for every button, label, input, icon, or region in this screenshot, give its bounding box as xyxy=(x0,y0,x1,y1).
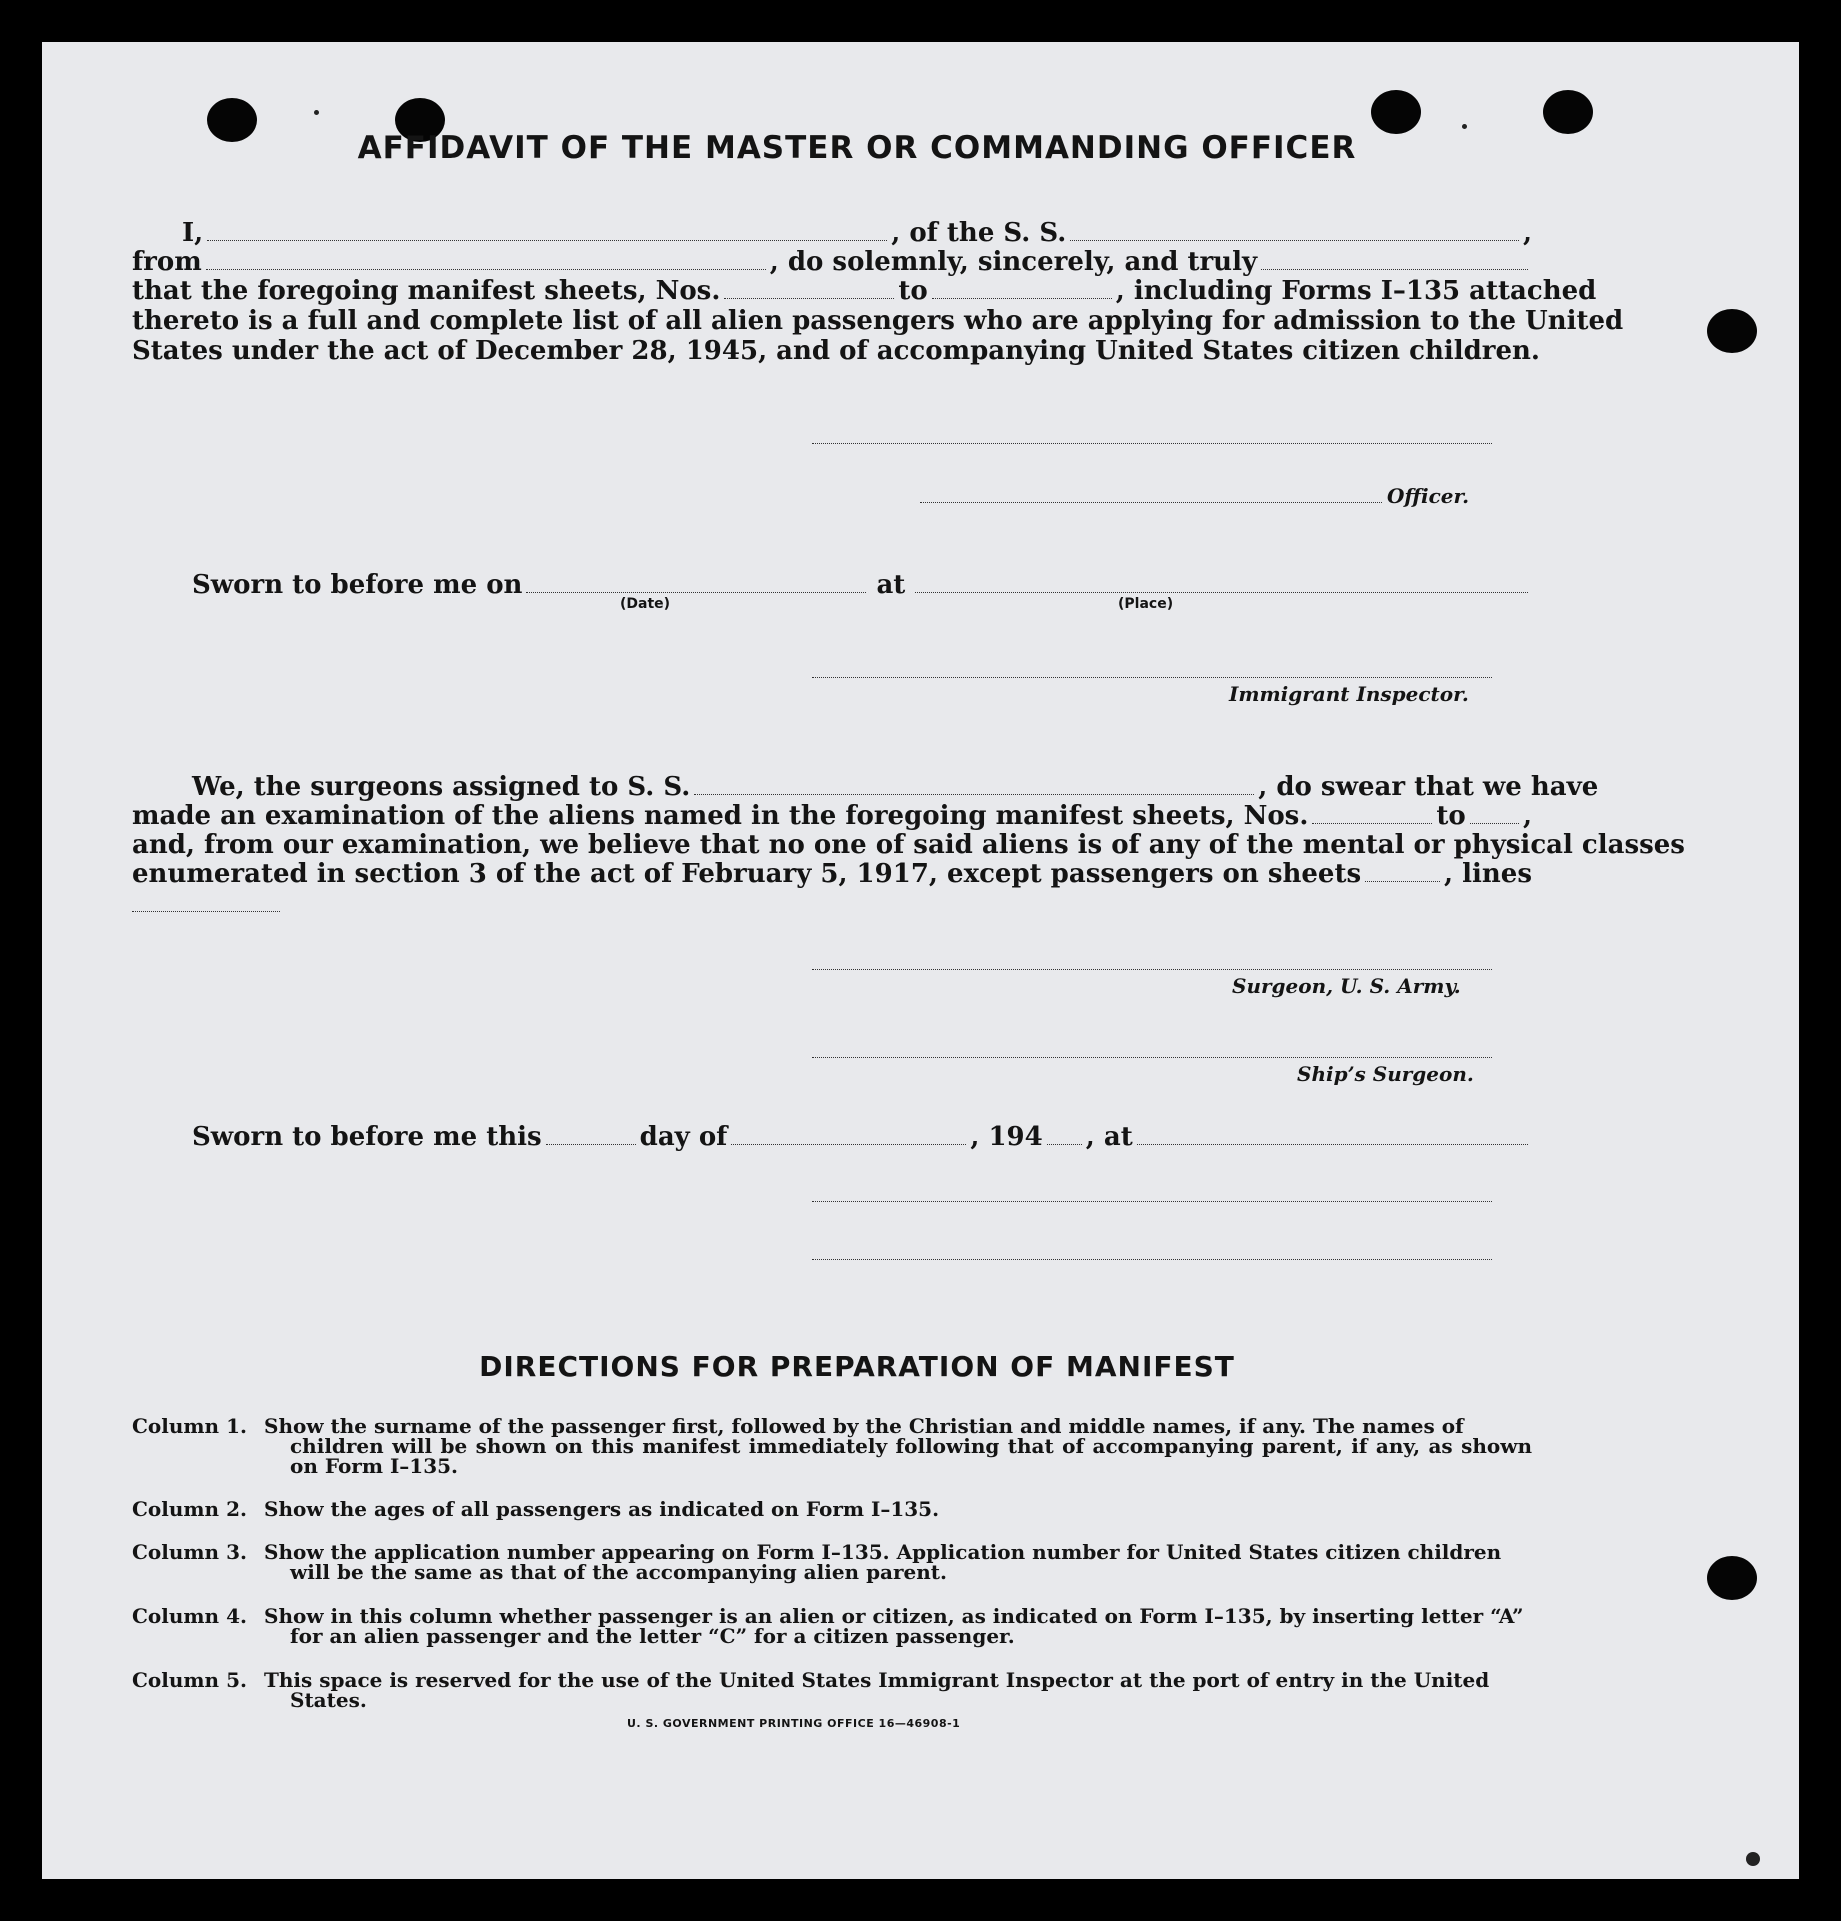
surgeon-sheet-to-field[interactable] xyxy=(1470,822,1519,824)
column-label: Column 2. xyxy=(132,1497,247,1521)
column-text: Show in this column whether passenger is an alien or citizen, as indicated on Form I–135, by inserting letter “A” xyxy=(264,1604,1524,1628)
punch-hole xyxy=(1543,90,1593,134)
sheet-from-field[interactable] xyxy=(724,297,894,299)
affidavit-line-4 xyxy=(132,306,1624,336)
text: , including Forms I–135 attached xyxy=(1115,276,1597,306)
column-text-cont: States. xyxy=(290,1688,367,1712)
surgeon-sheet-from-field[interactable] xyxy=(1312,822,1432,824)
text: , lines xyxy=(1444,859,1532,889)
punch-hole xyxy=(1707,309,1757,353)
punch-hole xyxy=(1371,90,1421,134)
surgeon-ship-field[interactable] xyxy=(694,793,1254,795)
ship-surgeon-signature-line[interactable] xyxy=(812,1056,1492,1058)
ship-name-field[interactable] xyxy=(1070,239,1519,241)
month-field[interactable] xyxy=(731,1143,966,1145)
surgeons-line-2 xyxy=(132,801,1532,831)
sworn-place-field[interactable] xyxy=(915,591,1528,593)
year-field[interactable] xyxy=(1047,1143,1082,1145)
lines-field[interactable] xyxy=(132,910,280,912)
ship-surgeon-caption: Ship’s Surgeon. xyxy=(1297,1062,1474,1086)
text: at xyxy=(876,570,906,600)
text: to xyxy=(898,276,928,306)
speck xyxy=(314,110,319,115)
name-field[interactable] xyxy=(207,239,887,241)
text: I, xyxy=(182,218,204,248)
form-page xyxy=(42,42,1799,1879)
speck xyxy=(1462,124,1467,129)
day-field[interactable] xyxy=(546,1143,636,1145)
place-caption: (Place) xyxy=(1118,596,1174,612)
text: to xyxy=(1436,801,1466,831)
army-surgeon-caption: Surgeon, U. S. Army. xyxy=(1232,974,1461,998)
signature-line[interactable] xyxy=(812,1200,1492,1202)
directions-title: DIRECTIONS FOR PREPARATION OF MANIFEST xyxy=(479,1350,1235,1383)
sworn-date-field[interactable] xyxy=(526,591,866,593)
affidavit-line-3 xyxy=(132,276,1597,306)
affidavit-line-1 xyxy=(132,218,1532,248)
text: States under the act of December 28, 1945, and of accompanying United States citizen children. xyxy=(132,336,1540,366)
sworn2-place-field[interactable] xyxy=(1137,1143,1528,1145)
officer-signature-line[interactable] xyxy=(920,501,1382,503)
text: , do swear that we have xyxy=(1258,772,1599,802)
text: , 194 xyxy=(970,1122,1043,1152)
surgeons-line-4 xyxy=(132,859,1532,889)
text: , at xyxy=(1085,1122,1133,1152)
printing-office-footer: U. S. GOVERNMENT PRINTING OFFICE 16—46908-1 xyxy=(627,1717,961,1730)
column-text-cont: for an alien passenger and the letter “C” for a citizen passenger. xyxy=(290,1624,1015,1648)
inspector-caption: Immigrant Inspector. xyxy=(1229,682,1469,706)
column-text-cont: children will be shown on this manifest immediately following that of accompanying parent, if any, as shown on Form I–135. xyxy=(290,1434,1532,1478)
text: day of xyxy=(639,1122,728,1152)
text: We, the surgeons assigned to S. S. xyxy=(192,772,691,802)
sworn-line-1 xyxy=(132,570,1532,600)
text: , xyxy=(1522,801,1532,831)
column-text: Show the ages of all passengers as indicated on Form I–135. xyxy=(264,1497,940,1521)
text: made an examination of the aliens named in the foregoing manifest sheets, Nos. xyxy=(132,801,1309,831)
page-title: AFFIDAVIT OF THE MASTER OR COMMANDING OFFICER xyxy=(357,130,1357,166)
sheet-to-field[interactable] xyxy=(932,297,1112,299)
inspector-signature-line[interactable] xyxy=(812,676,1492,678)
column-text: This space is reserved for the use of the United States Immigrant Inspector at the port of entry in the United xyxy=(264,1668,1490,1692)
text: enumerated in section 3 of the act of February 5, 1917, except passengers on sheets xyxy=(132,859,1362,889)
column-text-cont: will be the same as that of the accompanying alien parent. xyxy=(290,1560,948,1584)
text: and, from our examination, we believe that no one of said aliens is of any of the mental or physical classes xyxy=(132,830,1685,860)
text: , of the S. S. xyxy=(891,218,1067,248)
signature-line[interactable] xyxy=(812,1258,1492,1260)
army-surgeon-signature-line[interactable] xyxy=(812,968,1492,970)
column-label: Column 1. xyxy=(132,1414,247,1438)
date-caption: (Date) xyxy=(620,596,671,612)
origin-port-field[interactable] xyxy=(206,268,766,270)
text: that the foregoing manifest sheets, Nos. xyxy=(132,276,721,306)
affidavit-line-2 xyxy=(132,247,1532,277)
surgeons-line-3 xyxy=(132,830,1685,860)
except-sheets-field[interactable] xyxy=(1365,880,1440,882)
signature-line[interactable] xyxy=(812,442,1492,444)
text: Sworn to before me on xyxy=(192,570,523,600)
officer-caption: Officer. xyxy=(1387,484,1470,508)
column-label: Column 5. xyxy=(132,1668,247,1692)
column-label: Column 4. xyxy=(132,1604,247,1628)
column-text: Show the surname of the passenger first, followed by the Christian and middle names, if any. The names of xyxy=(264,1414,1464,1438)
column-label: Column 3. xyxy=(132,1540,247,1564)
speck xyxy=(1746,1852,1760,1866)
affidavit-line-5 xyxy=(132,336,1540,366)
oath-field[interactable] xyxy=(1261,268,1528,270)
sworn-line-2 xyxy=(132,1122,1532,1152)
column-text: Show the application number appearing on Form I–135. Application number for United States citizen children xyxy=(264,1540,1502,1564)
surgeons-line-1 xyxy=(132,772,1599,802)
text: , xyxy=(1522,218,1532,248)
text: thereto is a full and complete list of all alien passengers who are applying for admission to the United xyxy=(132,306,1624,336)
text: Sworn to before me this xyxy=(192,1122,542,1152)
text: from xyxy=(132,247,202,277)
punch-hole xyxy=(1707,1556,1757,1600)
text: , do solemnly, sincerely, and truly xyxy=(769,247,1258,277)
